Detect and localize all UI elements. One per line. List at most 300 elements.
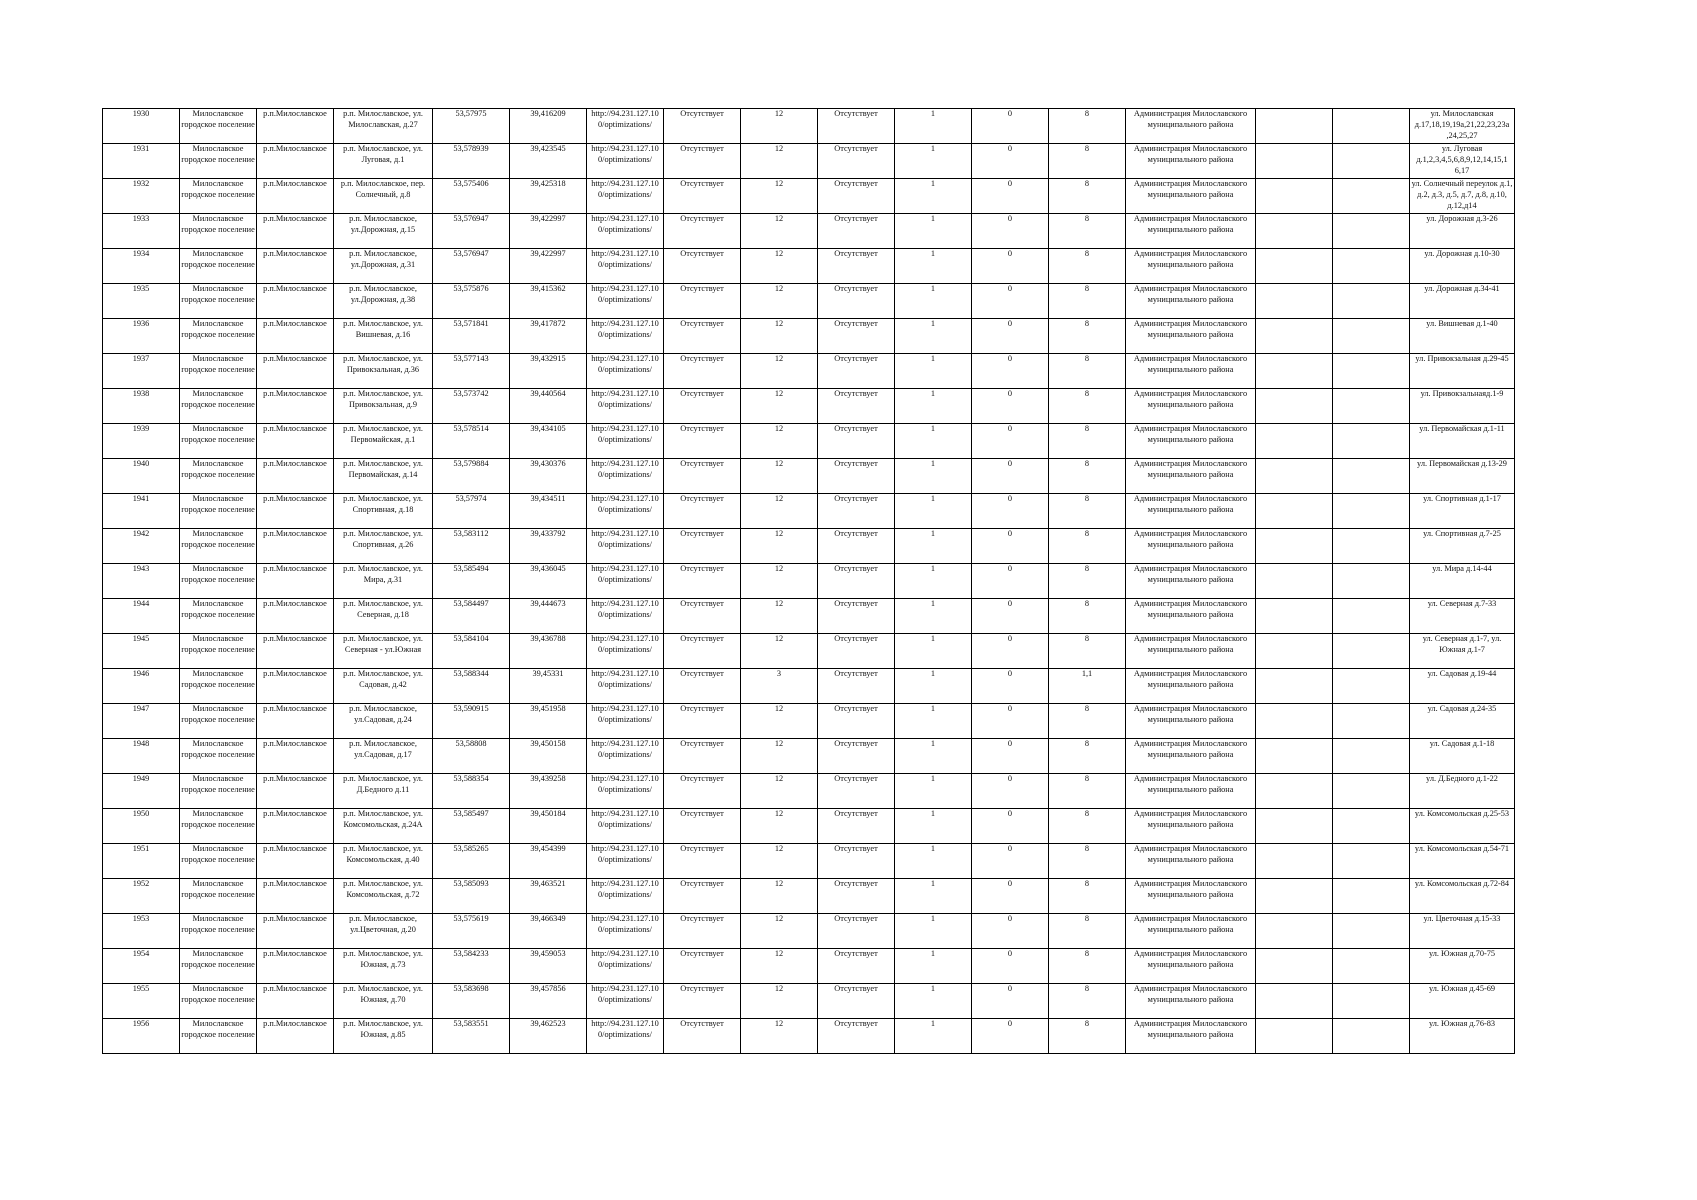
status-cell: Отсутствует: [664, 389, 741, 424]
row-number: 1938: [103, 389, 180, 424]
locality-cell: р.п.Милославское: [257, 284, 334, 319]
status-cell: Отсутствует: [664, 564, 741, 599]
longitude-cell: 39,415362: [510, 284, 587, 319]
count-cell: 1,1: [1049, 669, 1126, 704]
served-addresses-cell: ул. Мира д.14-44: [1410, 564, 1515, 599]
settlement-cell: Милославское городское поселение: [180, 459, 257, 494]
address-cell: р.п. Милославское, ул. Милославская, д.27: [334, 109, 433, 144]
count-cell: 1: [895, 179, 972, 214]
latitude-cell: 53,585093: [433, 879, 510, 914]
count-cell: 1: [895, 809, 972, 844]
settlement-cell: Милославское городское поселение: [180, 739, 257, 774]
empty-cell: [1256, 1019, 1333, 1054]
empty-cell: [1256, 494, 1333, 529]
count-cell: 12: [741, 459, 818, 494]
settlement-cell: Милославское городское поселение: [180, 109, 257, 144]
count-cell: 0: [972, 319, 1049, 354]
longitude-cell: 39,422997: [510, 214, 587, 249]
status-cell: Отсутствует: [818, 634, 895, 669]
address-cell: р.п. Милославское, ул.Цветочная, д.20: [334, 914, 433, 949]
locality-cell: р.п.Милославское: [257, 389, 334, 424]
address-cell: р.п. Милославское, ул. Северная - ул.Южная: [334, 634, 433, 669]
settlement-cell: Милославское городское поселение: [180, 529, 257, 564]
row-number: 1952: [103, 879, 180, 914]
status-cell: Отсутствует: [818, 704, 895, 739]
count-cell: 0: [972, 774, 1049, 809]
address-cell: р.п. Милославское, ул. Комсомольская, д.24А: [334, 809, 433, 844]
served-addresses-cell: ул. Северная д.7-33: [1410, 599, 1515, 634]
table-row: [103, 109, 1515, 144]
served-addresses-cell: ул. Северная д.1-7, ул. Южная д.1-7: [1410, 634, 1515, 669]
status-cell: Отсутствует: [818, 914, 895, 949]
row-number: 1944: [103, 599, 180, 634]
status-cell: Отсутствует: [664, 634, 741, 669]
locality-cell: р.п.Милославское: [257, 914, 334, 949]
longitude-cell: 39,436045: [510, 564, 587, 599]
count-cell: 12: [741, 179, 818, 214]
count-cell: 12: [741, 319, 818, 354]
address-cell: р.п. Милославское, ул.Дорожная, д.38: [334, 284, 433, 319]
longitude-cell: 39,462523: [510, 1019, 587, 1054]
owner-cell: Администрация Милославского муниципального района: [1126, 249, 1256, 284]
count-cell: 0: [972, 984, 1049, 1019]
table-row: [103, 529, 1515, 564]
status-cell: Отсутствует: [818, 809, 895, 844]
empty-cell: [1333, 634, 1410, 669]
empty-cell: [1256, 529, 1333, 564]
locality-cell: р.п.Милославское: [257, 249, 334, 284]
empty-cell: [1256, 879, 1333, 914]
owner-cell: Администрация Милославского муниципального района: [1126, 844, 1256, 879]
empty-cell: [1333, 984, 1410, 1019]
locality-cell: р.п.Милославское: [257, 879, 334, 914]
latitude-cell: 53,590915: [433, 704, 510, 739]
count-cell: 0: [972, 809, 1049, 844]
address-cell: р.п. Милославское, ул. Д.Бедного д.11: [334, 774, 433, 809]
count-cell: 0: [972, 879, 1049, 914]
row-number: 1932: [103, 179, 180, 214]
count-cell: 1: [895, 669, 972, 704]
owner-cell: Администрация Милославского муниципального района: [1126, 494, 1256, 529]
latitude-cell: 53,583112: [433, 529, 510, 564]
status-cell: Отсутствует: [818, 669, 895, 704]
url-cell: http://94.231.127.10 0/optimizations/: [587, 284, 664, 319]
owner-cell: Администрация Милославского муниципального района: [1126, 214, 1256, 249]
count-cell: 0: [972, 529, 1049, 564]
latitude-cell: 53,584233: [433, 949, 510, 984]
latitude-cell: 53,571841: [433, 319, 510, 354]
url-cell: http://94.231.127.10 0/optimizations/: [587, 529, 664, 564]
longitude-cell: 39,450158: [510, 739, 587, 774]
empty-cell: [1333, 459, 1410, 494]
served-addresses-cell: ул. Солнечный переулок д.1, д.2, д.3, д.5, д.7, д.8, д.10, д.12,д14: [1410, 179, 1515, 214]
empty-cell: [1256, 704, 1333, 739]
address-cell: р.п. Милославское, ул. Северная, д.18: [334, 599, 433, 634]
status-cell: Отсутствует: [664, 319, 741, 354]
url-cell: http://94.231.127.10 0/optimizations/: [587, 704, 664, 739]
count-cell: 1: [895, 1019, 972, 1054]
count-cell: 0: [972, 424, 1049, 459]
address-cell: р.п. Милославское, ул. Первомайская, д.1: [334, 424, 433, 459]
count-cell: 12: [741, 424, 818, 459]
status-cell: Отсутствует: [818, 984, 895, 1019]
owner-cell: Администрация Милославского муниципального района: [1126, 109, 1256, 144]
count-cell: 1: [895, 599, 972, 634]
locality-cell: р.п.Милославское: [257, 984, 334, 1019]
count-cell: 1: [895, 949, 972, 984]
address-cell: р.п. Милославское, ул. Садовая, д.42: [334, 669, 433, 704]
table-row: [103, 669, 1515, 704]
row-number: 1936: [103, 319, 180, 354]
owner-cell: Администрация Милославского муниципального района: [1126, 949, 1256, 984]
settlement-cell: Милославское городское поселение: [180, 879, 257, 914]
count-cell: 8: [1049, 634, 1126, 669]
served-addresses-cell: ул. Южная д.45-69: [1410, 984, 1515, 1019]
settlement-cell: Милославское городское поселение: [180, 669, 257, 704]
empty-cell: [1256, 739, 1333, 774]
table-row: [103, 494, 1515, 529]
served-addresses-cell: ул. Первомайская д.13-29: [1410, 459, 1515, 494]
count-cell: 1: [895, 529, 972, 564]
count-cell: 8: [1049, 144, 1126, 179]
served-addresses-cell: ул. Спортивная д.7-25: [1410, 529, 1515, 564]
status-cell: Отсутствует: [818, 319, 895, 354]
table-row: [103, 389, 1515, 424]
empty-cell: [1256, 774, 1333, 809]
empty-cell: [1256, 354, 1333, 389]
served-addresses-cell: ул. Цветочная д.15-33: [1410, 914, 1515, 949]
url-cell: http://94.231.127.10 0/optimizations/: [587, 354, 664, 389]
settlement-cell: Милославское городское поселение: [180, 319, 257, 354]
served-addresses-cell: ул. Южная д.76-83: [1410, 1019, 1515, 1054]
count-cell: 0: [972, 949, 1049, 984]
served-addresses-cell: ул. Спортивная д.1-17: [1410, 494, 1515, 529]
empty-cell: [1256, 459, 1333, 494]
longitude-cell: 39,454399: [510, 844, 587, 879]
status-cell: Отсутствует: [664, 914, 741, 949]
longitude-cell: 39,416209: [510, 109, 587, 144]
latitude-cell: 53,585497: [433, 809, 510, 844]
status-cell: Отсутствует: [818, 179, 895, 214]
locality-cell: р.п.Милославское: [257, 109, 334, 144]
count-cell: 1: [895, 774, 972, 809]
count-cell: 8: [1049, 389, 1126, 424]
longitude-cell: 39,433792: [510, 529, 587, 564]
empty-cell: [1256, 669, 1333, 704]
count-cell: 0: [972, 599, 1049, 634]
longitude-cell: 39,45331: [510, 669, 587, 704]
count-cell: 12: [741, 1019, 818, 1054]
settlement-cell: Милославское городское поселение: [180, 634, 257, 669]
status-cell: Отсутствует: [664, 459, 741, 494]
address-cell: р.п. Милославское, ул. Привокзальная, д.9: [334, 389, 433, 424]
status-cell: Отсутствует: [818, 144, 895, 179]
count-cell: 8: [1049, 564, 1126, 599]
empty-cell: [1256, 284, 1333, 319]
latitude-cell: 53,588354: [433, 774, 510, 809]
row-number: 1945: [103, 634, 180, 669]
locality-cell: р.п.Милославское: [257, 704, 334, 739]
empty-cell: [1256, 424, 1333, 459]
url-cell: http://94.231.127.10 0/optimizations/: [587, 634, 664, 669]
owner-cell: Администрация Милославского муниципального района: [1126, 529, 1256, 564]
table-row: [103, 214, 1515, 249]
locality-cell: р.п.Милославское: [257, 424, 334, 459]
count-cell: 8: [1049, 984, 1126, 1019]
count-cell: 1: [895, 214, 972, 249]
empty-cell: [1256, 564, 1333, 599]
status-cell: Отсутствует: [818, 529, 895, 564]
empty-cell: [1333, 914, 1410, 949]
address-cell: р.п. Милославское, ул. Первомайская, д.14: [334, 459, 433, 494]
count-cell: 0: [972, 669, 1049, 704]
settlement-cell: Милославское городское поселение: [180, 949, 257, 984]
status-cell: Отсутствует: [818, 494, 895, 529]
longitude-cell: 39,463521: [510, 879, 587, 914]
empty-cell: [1333, 809, 1410, 844]
url-cell: http://94.231.127.10 0/optimizations/: [587, 144, 664, 179]
owner-cell: Администрация Милославского муниципального района: [1126, 774, 1256, 809]
status-cell: Отсутствует: [818, 389, 895, 424]
row-number: 1953: [103, 914, 180, 949]
served-addresses-cell: ул. Д.Бедного д.1-22: [1410, 774, 1515, 809]
empty-cell: [1333, 284, 1410, 319]
empty-cell: [1256, 599, 1333, 634]
status-cell: Отсутствует: [818, 249, 895, 284]
count-cell: 8: [1049, 214, 1126, 249]
count-cell: 8: [1049, 249, 1126, 284]
settlement-cell: Милославское городское поселение: [180, 1019, 257, 1054]
served-addresses-cell: ул. Комсомольская д.54-71: [1410, 844, 1515, 879]
served-addresses-cell: ул. Садовая д.24-35: [1410, 704, 1515, 739]
count-cell: 0: [972, 494, 1049, 529]
count-cell: 8: [1049, 599, 1126, 634]
table-row: [103, 949, 1515, 984]
address-cell: р.п. Милославское, ул. Комсомольская, д.40: [334, 844, 433, 879]
empty-cell: [1256, 844, 1333, 879]
count-cell: 8: [1049, 319, 1126, 354]
served-addresses-cell: ул. Первомайская д.1-11: [1410, 424, 1515, 459]
owner-cell: Администрация Милославского муниципального района: [1126, 879, 1256, 914]
table-row: [103, 144, 1515, 179]
empty-cell: [1256, 984, 1333, 1019]
status-cell: Отсутствует: [664, 879, 741, 914]
table-row: [103, 809, 1515, 844]
table-row: [103, 914, 1515, 949]
served-addresses-cell: ул. Дорожная д.10-30: [1410, 249, 1515, 284]
count-cell: 0: [972, 844, 1049, 879]
longitude-cell: 39,425318: [510, 179, 587, 214]
settlement-cell: Милославское городское поселение: [180, 984, 257, 1019]
longitude-cell: 39,444673: [510, 599, 587, 634]
row-number: 1946: [103, 669, 180, 704]
empty-cell: [1333, 774, 1410, 809]
status-cell: Отсутствует: [664, 704, 741, 739]
served-addresses-cell: ул. Садовая д.1-18: [1410, 739, 1515, 774]
owner-cell: Администрация Милославского муниципального района: [1126, 634, 1256, 669]
owner-cell: Администрация Милославского муниципального района: [1126, 564, 1256, 599]
count-cell: 12: [741, 529, 818, 564]
latitude-cell: 53,575406: [433, 179, 510, 214]
count-cell: 8: [1049, 809, 1126, 844]
locality-cell: р.п.Милославское: [257, 564, 334, 599]
longitude-cell: 39,451958: [510, 704, 587, 739]
row-number: 1950: [103, 809, 180, 844]
count-cell: 0: [972, 739, 1049, 774]
table-row: [103, 284, 1515, 319]
empty-cell: [1333, 844, 1410, 879]
count-cell: 1: [895, 319, 972, 354]
url-cell: http://94.231.127.10 0/optimizations/: [587, 494, 664, 529]
owner-cell: Администрация Милославского муниципального района: [1126, 599, 1256, 634]
row-number: 1933: [103, 214, 180, 249]
owner-cell: Администрация Милославского муниципального района: [1126, 319, 1256, 354]
status-cell: Отсутствует: [818, 739, 895, 774]
url-cell: http://94.231.127.10 0/optimizations/: [587, 984, 664, 1019]
count-cell: 3: [741, 669, 818, 704]
empty-cell: [1333, 949, 1410, 984]
locality-cell: р.п.Милославское: [257, 179, 334, 214]
latitude-cell: 53,584104: [433, 634, 510, 669]
count-cell: 12: [741, 249, 818, 284]
latitude-cell: 53,585265: [433, 844, 510, 879]
count-cell: 1: [895, 424, 972, 459]
count-cell: 8: [1049, 704, 1126, 739]
address-cell: р.п. Милославское, ул. Южная, д.73: [334, 949, 433, 984]
owner-cell: Администрация Милославского муниципального района: [1126, 144, 1256, 179]
status-cell: Отсутствует: [818, 774, 895, 809]
count-cell: 1: [895, 354, 972, 389]
url-cell: http://94.231.127.10 0/optimizations/: [587, 949, 664, 984]
empty-cell: [1333, 354, 1410, 389]
row-number: 1931: [103, 144, 180, 179]
table-row: [103, 459, 1515, 494]
address-cell: р.п. Милославское, ул. Привокзальная, д.36: [334, 354, 433, 389]
empty-cell: [1333, 214, 1410, 249]
count-cell: 12: [741, 774, 818, 809]
latitude-cell: 53,575619: [433, 914, 510, 949]
status-cell: Отсутствует: [664, 109, 741, 144]
count-cell: 8: [1049, 1019, 1126, 1054]
table-row: [103, 739, 1515, 774]
latitude-cell: 53,57974: [433, 494, 510, 529]
status-cell: Отсутствует: [818, 109, 895, 144]
latitude-cell: 53,576947: [433, 214, 510, 249]
count-cell: 1: [895, 564, 972, 599]
locality-cell: р.п.Милославское: [257, 634, 334, 669]
table-row: [103, 599, 1515, 634]
count-cell: 8: [1049, 844, 1126, 879]
served-addresses-cell: ул. Милославская д.17,18,19,19а,21,22,23,23а ,24,25,27: [1410, 109, 1515, 144]
count-cell: 1: [895, 984, 972, 1019]
count-cell: 12: [741, 144, 818, 179]
row-number: 1947: [103, 704, 180, 739]
status-cell: Отсутствует: [818, 844, 895, 879]
owner-cell: Администрация Милославского муниципального района: [1126, 914, 1256, 949]
address-cell: р.п. Милославское, ул.Дорожная, д.31: [334, 249, 433, 284]
status-cell: Отсутствует: [664, 494, 741, 529]
url-cell: http://94.231.127.10 0/optimizations/: [587, 809, 664, 844]
served-addresses-cell: ул. Комсомольская д.25-53: [1410, 809, 1515, 844]
empty-cell: [1333, 704, 1410, 739]
empty-cell: [1333, 564, 1410, 599]
longitude-cell: 39,459053: [510, 949, 587, 984]
settlement-cell: Милославское городское поселение: [180, 179, 257, 214]
latitude-cell: 53,57975: [433, 109, 510, 144]
longitude-cell: 39,439258: [510, 774, 587, 809]
table-row: [103, 634, 1515, 669]
longitude-cell: 39,423545: [510, 144, 587, 179]
url-cell: http://94.231.127.10 0/optimizations/: [587, 1019, 664, 1054]
table-row: [103, 354, 1515, 389]
count-cell: 8: [1049, 109, 1126, 144]
longitude-cell: 39,432915: [510, 354, 587, 389]
count-cell: 1: [895, 634, 972, 669]
settlement-cell: Милославское городское поселение: [180, 494, 257, 529]
longitude-cell: 39,450184: [510, 809, 587, 844]
status-cell: Отсутствует: [664, 809, 741, 844]
row-number: 1942: [103, 529, 180, 564]
status-cell: Отсутствует: [664, 179, 741, 214]
count-cell: 8: [1049, 424, 1126, 459]
latitude-cell: 53,588344: [433, 669, 510, 704]
status-cell: Отсутствует: [818, 599, 895, 634]
url-cell: http://94.231.127.10 0/optimizations/: [587, 774, 664, 809]
table-row: [103, 179, 1515, 214]
count-cell: 12: [741, 879, 818, 914]
empty-cell: [1333, 599, 1410, 634]
locality-cell: р.п.Милославское: [257, 844, 334, 879]
longitude-cell: 39,422997: [510, 249, 587, 284]
count-cell: 1: [895, 284, 972, 319]
registry-table: [102, 108, 1515, 1054]
empty-cell: [1256, 179, 1333, 214]
empty-cell: [1256, 949, 1333, 984]
served-addresses-cell: ул. Луговая д.1,2,3,4,5,6,8,9,12,14,15,1 6,17: [1410, 144, 1515, 179]
longitude-cell: 39,430376: [510, 459, 587, 494]
settlement-cell: Милославское городское поселение: [180, 914, 257, 949]
owner-cell: Администрация Милославского муниципального района: [1126, 354, 1256, 389]
address-cell: р.п. Милославское, пер. Солнечный, д.8: [334, 179, 433, 214]
count-cell: 1: [895, 704, 972, 739]
owner-cell: Администрация Милославского муниципального района: [1126, 669, 1256, 704]
address-cell: р.п. Милославское, ул. Южная, д.85: [334, 1019, 433, 1054]
url-cell: http://94.231.127.10 0/optimizations/: [587, 879, 664, 914]
count-cell: 0: [972, 704, 1049, 739]
row-number: 1934: [103, 249, 180, 284]
status-cell: Отсутствует: [818, 564, 895, 599]
locality-cell: р.п.Милославское: [257, 144, 334, 179]
count-cell: 8: [1049, 284, 1126, 319]
latitude-cell: 53,577143: [433, 354, 510, 389]
count-cell: 12: [741, 389, 818, 424]
count-cell: 0: [972, 1019, 1049, 1054]
count-cell: 12: [741, 634, 818, 669]
count-cell: 0: [972, 109, 1049, 144]
count-cell: 12: [741, 984, 818, 1019]
count-cell: 12: [741, 949, 818, 984]
empty-cell: [1333, 424, 1410, 459]
address-cell: р.п. Милославское, ул. Вишневая, д.16: [334, 319, 433, 354]
count-cell: 1: [895, 144, 972, 179]
url-cell: http://94.231.127.10 0/optimizations/: [587, 914, 664, 949]
count-cell: 12: [741, 109, 818, 144]
count-cell: 8: [1049, 949, 1126, 984]
count-cell: 1: [895, 459, 972, 494]
count-cell: 1: [895, 844, 972, 879]
owner-cell: Администрация Милославского муниципального района: [1126, 389, 1256, 424]
count-cell: 0: [972, 249, 1049, 284]
